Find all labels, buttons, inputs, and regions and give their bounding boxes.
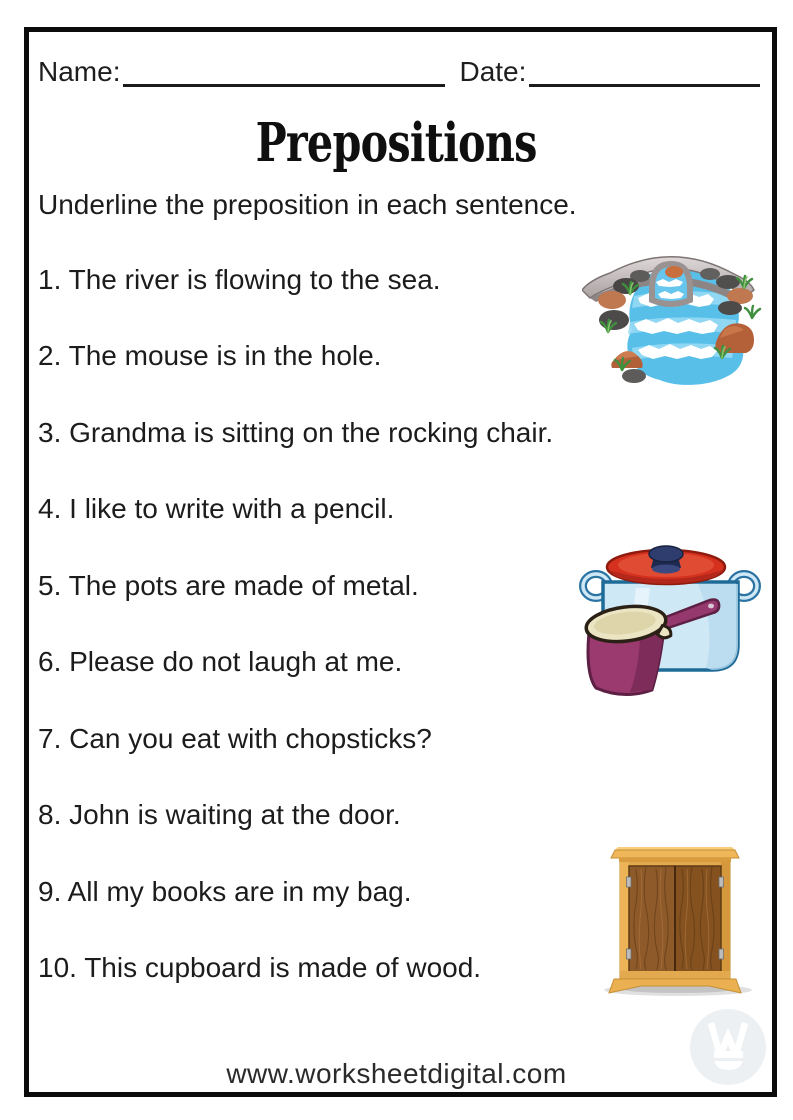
page-title: Prepositions — [256, 112, 537, 174]
sentence-6: 6. Please do not laugh at me. — [38, 646, 403, 677]
name-blank-line — [123, 67, 445, 87]
sentence-7: 7. Can you eat with chopsticks? — [38, 723, 432, 754]
instruction-text: Underline the preposition in each sentence. — [38, 189, 577, 220]
cooking-pots-illustration — [578, 542, 762, 700]
sentence-2: 2. The mouse is in the hole. — [38, 340, 382, 371]
sentence-9: 9. All my books are in my bag. — [38, 876, 412, 907]
date-blank-line — [529, 67, 760, 87]
sentence-10: 10. This cupboard is made of wood. — [38, 952, 482, 983]
date-label: Date: — [459, 56, 527, 87]
sentence-4: 4. I like to write with a pencil. — [38, 493, 395, 524]
sentence-1: 1. The river is flowing to the sea. — [38, 264, 441, 295]
sentence-5: 5. The pots are made of metal. — [38, 570, 419, 601]
footer-url: www.worksheetdigital.com — [226, 1058, 567, 1089]
wooden-cupboard-illustration — [598, 843, 768, 998]
name-label: Name: — [38, 56, 121, 87]
worksheetdigital-w-logo — [689, 1008, 767, 1086]
river-under-bridge-illustration — [582, 238, 768, 390]
title-wrap — [0, 112, 793, 174]
sentence-3: 3. Grandma is sitting on the rocking chair. — [38, 417, 554, 448]
sentence-8: 8. John is waiting at the door. — [38, 799, 401, 830]
name-date-row — [38, 58, 760, 86]
